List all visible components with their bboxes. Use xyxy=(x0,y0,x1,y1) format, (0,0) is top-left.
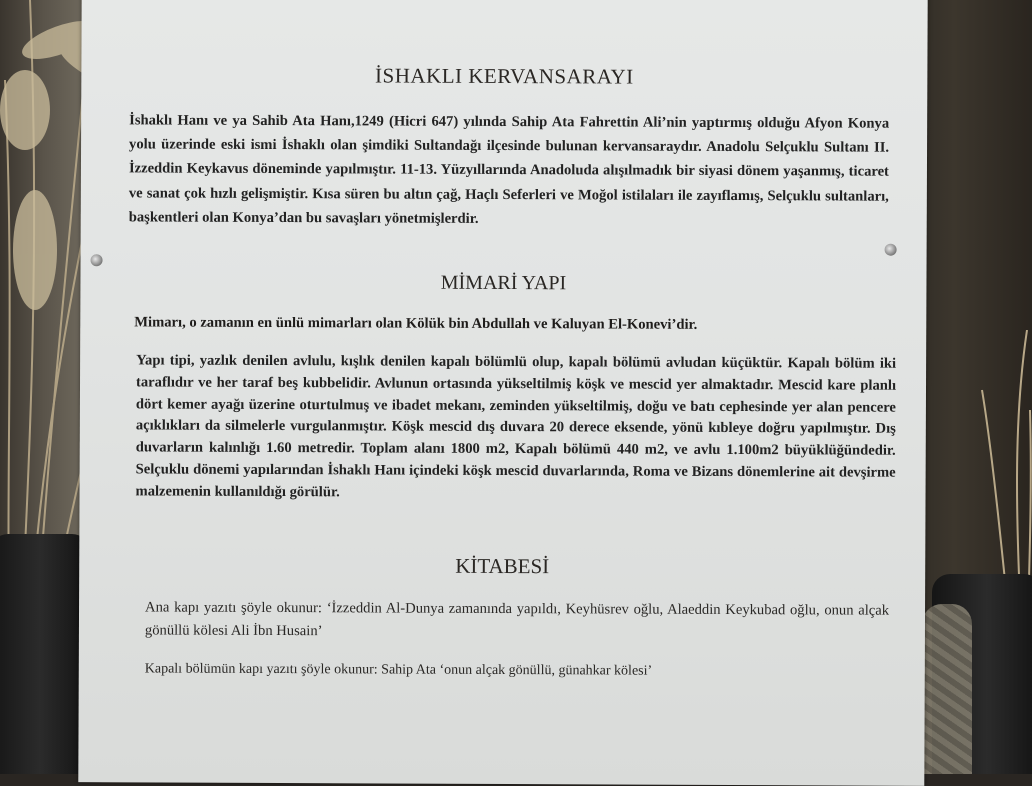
screw-right xyxy=(885,244,897,256)
screw-left xyxy=(91,254,103,266)
information-sign xyxy=(78,0,927,786)
sign-title: İSHAKLI KERVANSARAYI xyxy=(375,63,634,89)
rope-coil xyxy=(922,604,972,774)
planter-pot-left xyxy=(0,534,90,774)
inscription-heading: KİTABESİ xyxy=(455,553,550,579)
architect-paragraph: Mimarı, o zamanın en ünlü mimarları olan Kölük bin Abdullah ve Kaluyan El-Konevi’dir. xyxy=(134,314,698,333)
architecture-heading: MİMARİ YAPI xyxy=(440,271,567,295)
closed-section-inscription: Kapalı bölümün kapı yazıtı şöyle okunur: Sahip Ata ‘onun alçak gönüllü, günahkar kölesi’ xyxy=(144,661,653,679)
architecture-paragraph: Yapı tipi, yazlık denilen avlulu, kışlık denilen kapalı bölümlü olup, kapalı bölümü avludan küçüktür. Kapalı bölüm iki taraflıdır ve her taraf beş kubbelidir. Avlunun ortasında yükseltilmiş köşk ve mescid yer almaktadır. Mescid kare planlı dört kemer ayağı üzerine oturtulmuş ve ibadet mekanı, zeminden yükseltilmiş, doğu ve batı cephesinde yer alan pencere açıklıkları da silmelerle vurgulanmıştır. Köşk mescid dış duvara 20 derece eksende, yönü kıbleye doğru yapılmıştır. Dış duvarların kalınlığı 1.60 metredir. Toplam alanı 1800 m2, Kapalı bölümü 440 m2, ve avlu 1.100m2 büyüklüğündedir. Selçuklu dönemi yapılarından İshaklı Hanı içindeki köşk mescid duvarlarında, Roma ve Bizans dönemlerine ait devşirme malzemenin kullanıldığı görülür. xyxy=(135,352,897,501)
intro-paragraph: İshaklı Hanı ve ya Sahib Ata Hanı,1249 (Hicri 647) yılında Sahip Ata Fahrettin Ali’nin yaptırmış olduğu Afyon Konya yolu üzerinde eski ismi İshaklı olan şimdiki Sultandağı ilçesinde bulunan kervansaraydır. Anadolu Selçuklu Sultanı II. İzzeddin Keykavus döneminde yapılmıştır. 11-13. Yüzyıllarında Anadoluda alışılmadık bir siyasi dönem yaşanmış, ticaret ve sanat çok hızlı gelişmiştir. Kısa süren bu altın çağ, Haçlı Seferleri ve Moğol istilaları ile zayıflamış, Selçuklu sultanları, başkentleri olan Konya’dan bu savaşları yönetmişlerdir. xyxy=(128,112,890,227)
main-gate-inscription: Ana kapı yazıtı şöyle okunur: ‘İzzeddin Al-Dunya zamanında yapıldı, Keyhüsrev oğlu, Alaeddin Keykubad oğlu, onun alçak gönüllü kölesi Ali İbn Husain’ xyxy=(144,599,890,640)
